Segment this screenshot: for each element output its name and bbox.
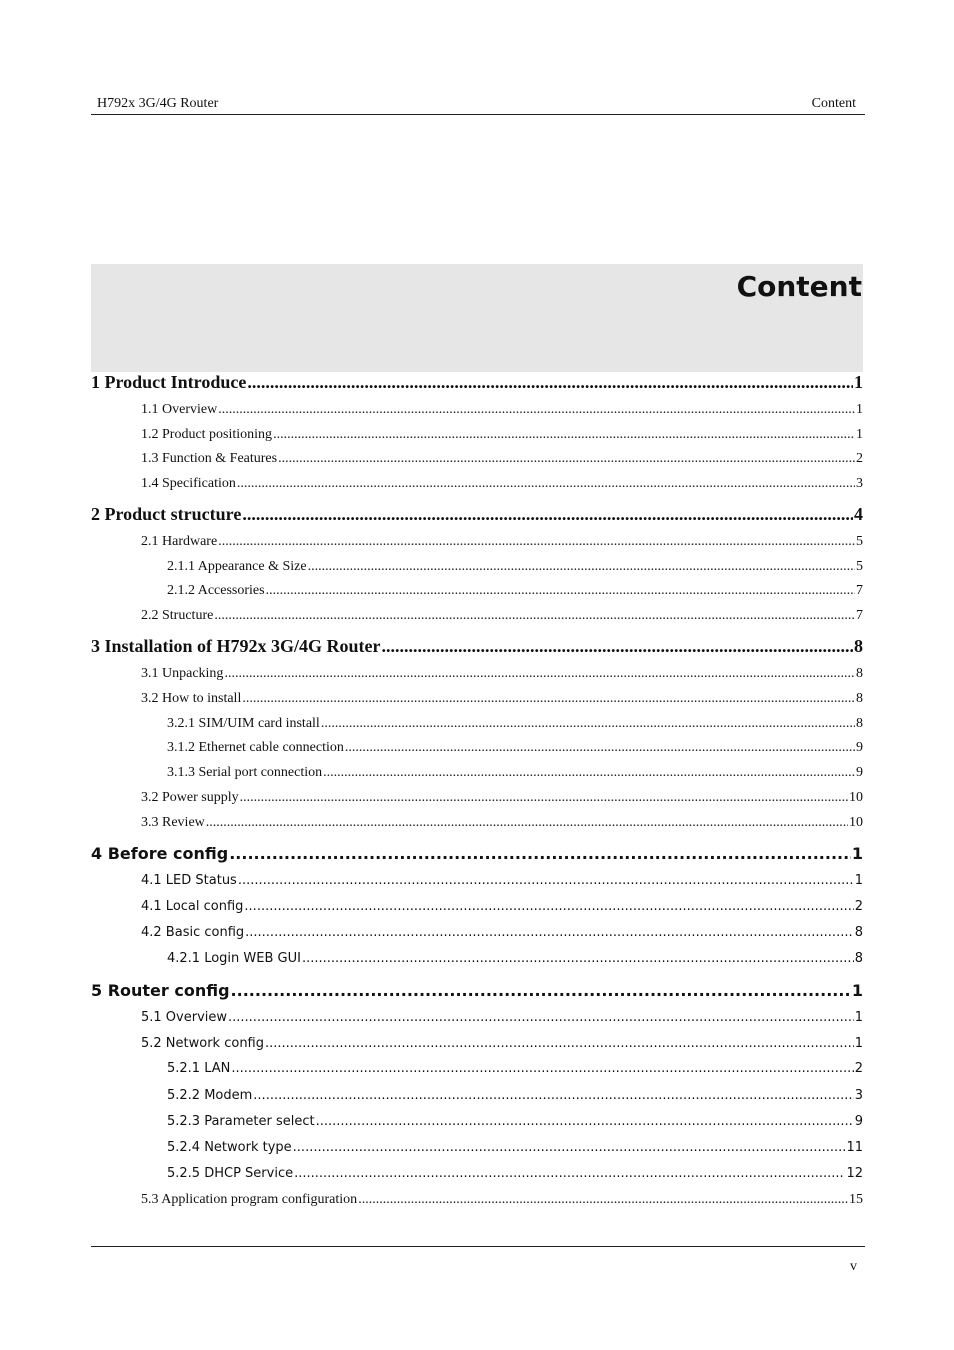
title-band bbox=[91, 264, 863, 372]
toc-leader bbox=[273, 427, 855, 443]
toc-leader bbox=[302, 951, 854, 966]
toc-entry-page: 8 bbox=[856, 691, 863, 706]
toc-entry[interactable] bbox=[141, 1010, 863, 1025]
toc-leader bbox=[245, 925, 854, 940]
toc-entry-page: 3 bbox=[854, 1088, 863, 1103]
toc-leader bbox=[224, 666, 855, 682]
toc-leader bbox=[237, 476, 855, 492]
toc-entry-page: 1 bbox=[854, 873, 863, 888]
toc-entry[interactable] bbox=[141, 427, 863, 443]
toc-leader bbox=[293, 1140, 846, 1155]
toc-entry-page: 8 bbox=[856, 716, 863, 731]
toc-leader bbox=[218, 402, 855, 418]
toc-entry[interactable] bbox=[141, 873, 863, 888]
toc-entry[interactable] bbox=[167, 559, 863, 575]
toc-entry-page: 1 bbox=[851, 844, 863, 863]
toc-entry-title: 3.2 How to install bbox=[141, 691, 242, 706]
toc-entry-title: 4.1 Local config bbox=[141, 899, 244, 914]
toc-leader bbox=[247, 372, 853, 393]
toc-leader bbox=[265, 1036, 854, 1051]
toc-entry-title: 5.2.5 DHCP Service bbox=[167, 1166, 294, 1181]
toc-leader bbox=[358, 1192, 848, 1208]
toc-leader bbox=[240, 790, 848, 806]
toc-entry[interactable] bbox=[167, 1061, 863, 1076]
toc-entry[interactable] bbox=[91, 372, 863, 393]
toc-entry-title: 2.1 Hardware bbox=[141, 534, 218, 549]
toc-entry[interactable] bbox=[141, 899, 863, 914]
toc-leader bbox=[266, 583, 855, 599]
toc-entry-title: 1.2 Product positioning bbox=[141, 427, 273, 442]
toc-entry-page: 2 bbox=[856, 451, 863, 466]
toc-entry[interactable] bbox=[167, 583, 863, 599]
toc-entry-title: 3.1.2 Ethernet cable connection bbox=[167, 740, 344, 755]
toc-entry-page: 3 bbox=[856, 476, 863, 491]
toc-entry[interactable] bbox=[141, 608, 863, 624]
toc-entry[interactable] bbox=[167, 716, 863, 732]
toc-entry-title: 4 Before config bbox=[91, 844, 229, 863]
toc-leader bbox=[214, 608, 855, 624]
toc-entry-title: 3.2.1 SIM/UIM card install bbox=[167, 716, 320, 731]
toc-leader bbox=[238, 873, 854, 888]
toc-leader bbox=[218, 534, 855, 550]
toc-entry-page: 7 bbox=[856, 583, 863, 598]
toc-entry-page: 1 bbox=[856, 402, 863, 417]
page-title: Content bbox=[736, 270, 862, 303]
toc-entry-page: 9 bbox=[856, 765, 863, 780]
toc-leader bbox=[382, 636, 853, 657]
page-number: v bbox=[850, 1259, 857, 1274]
toc-leader bbox=[229, 844, 851, 863]
toc-leader bbox=[278, 451, 855, 467]
toc-entry-title: 4.1 LED Status bbox=[141, 873, 237, 888]
toc-leader bbox=[231, 1061, 853, 1076]
toc-leader bbox=[244, 899, 853, 914]
footer-rule bbox=[91, 1246, 865, 1247]
toc-entry[interactable] bbox=[91, 504, 863, 525]
toc-entry-page: 5 bbox=[856, 534, 863, 549]
toc-entry-title: 5.1 Overview bbox=[141, 1010, 228, 1025]
toc-entry[interactable] bbox=[141, 666, 863, 682]
toc-entry-page: 7 bbox=[856, 608, 863, 623]
header-section-title: Content bbox=[811, 96, 856, 111]
toc-entry-page: 8 bbox=[856, 666, 863, 681]
toc-leader bbox=[231, 981, 851, 1000]
toc-entry-page: 10 bbox=[849, 790, 863, 805]
toc-entry[interactable] bbox=[167, 1114, 863, 1129]
toc-entry-page: 2 bbox=[854, 1061, 863, 1076]
toc-entry-page: 5 bbox=[856, 559, 863, 574]
toc-entry[interactable] bbox=[141, 402, 863, 418]
toc-entry-title: 5.2.3 Parameter select bbox=[167, 1114, 315, 1129]
toc-entry-title: 3.1.3 Serial port connection bbox=[167, 765, 323, 780]
toc-entry-title: 3.1 Unpacking bbox=[141, 666, 224, 681]
toc-leader bbox=[321, 716, 855, 732]
toc-entry-title: 4.2.1 Login WEB GUI bbox=[167, 951, 301, 966]
toc-entry-title: 3.3 Review bbox=[141, 815, 205, 830]
toc-leader bbox=[323, 765, 855, 781]
toc-leader bbox=[228, 1010, 854, 1025]
toc-entry-page: 15 bbox=[849, 1192, 863, 1207]
toc-leader bbox=[294, 1166, 845, 1181]
toc-entry[interactable] bbox=[141, 815, 863, 831]
toc-entry-title: 2 Product structure bbox=[91, 504, 242, 524]
toc-entry[interactable] bbox=[167, 1140, 863, 1155]
toc-entry-title: 1.4 Specification bbox=[141, 476, 236, 491]
toc-entry[interactable] bbox=[141, 476, 863, 492]
toc-entry-title: 1.1 Overview bbox=[141, 402, 218, 417]
toc-entry[interactable] bbox=[141, 451, 863, 467]
toc-leader bbox=[206, 815, 848, 831]
toc-entry[interactable] bbox=[167, 765, 863, 781]
toc-entry-title: 5 Router config bbox=[91, 981, 230, 1000]
toc-entry-page: 1 bbox=[854, 1036, 863, 1051]
toc-entry[interactable] bbox=[141, 1192, 863, 1208]
toc-entry[interactable] bbox=[167, 951, 863, 966]
toc-entry-page: 10 bbox=[849, 815, 863, 830]
toc-entry-title: 5.2 Network config bbox=[141, 1036, 264, 1051]
toc-entry-page: 2 bbox=[854, 899, 863, 914]
toc-entry-page: 1 bbox=[856, 427, 863, 442]
toc-entry[interactable] bbox=[91, 636, 863, 657]
toc-leader bbox=[242, 691, 855, 707]
toc-entry-page: 1 bbox=[854, 372, 863, 392]
toc-leader bbox=[316, 1114, 854, 1129]
toc-entry-title: 3 Installation of H792x 3G/4G Router bbox=[91, 636, 381, 656]
toc-entry-title: 5.3 Application program configuration bbox=[141, 1192, 358, 1207]
toc-entry[interactable] bbox=[141, 790, 863, 806]
toc-entry-title: 2.1.2 Accessories bbox=[167, 583, 265, 598]
toc-entry-title: 2.1.1 Appearance & Size bbox=[167, 559, 307, 574]
toc-entry-page: 8 bbox=[854, 951, 863, 966]
toc-entry-page: 4 bbox=[854, 504, 863, 524]
header-document-title: H792x 3G/4G Router bbox=[97, 96, 219, 111]
toc-entry-title: 5.2.4 Network type bbox=[167, 1140, 292, 1155]
toc-leader bbox=[308, 559, 855, 575]
toc-entry-page: 9 bbox=[856, 740, 863, 755]
page-header bbox=[91, 95, 865, 115]
toc-entry[interactable] bbox=[91, 981, 863, 1000]
toc-entry-page: 1 bbox=[854, 1010, 863, 1025]
toc-entry[interactable] bbox=[91, 844, 863, 863]
toc-entry-title: 1.3 Function & Features bbox=[141, 451, 278, 466]
toc-entry-page: 8 bbox=[854, 925, 863, 940]
toc-leader bbox=[242, 504, 853, 525]
toc-entry-title: 4.2 Basic config bbox=[141, 925, 245, 940]
toc-entry-title: 1 Product Introduce bbox=[91, 372, 247, 392]
toc-leader bbox=[253, 1088, 853, 1103]
toc-entry-page: 11 bbox=[846, 1140, 863, 1155]
toc-entry-title: 2.2 Structure bbox=[141, 608, 214, 623]
toc-entry[interactable] bbox=[141, 1036, 863, 1051]
toc-entry-title: 5.2.1 LAN bbox=[167, 1061, 231, 1076]
toc-entry[interactable] bbox=[141, 534, 863, 550]
toc-entry[interactable] bbox=[167, 740, 863, 756]
toc-entry-page: 9 bbox=[854, 1114, 863, 1129]
toc-entry[interactable] bbox=[141, 691, 863, 707]
toc-entry[interactable] bbox=[167, 1088, 863, 1103]
toc-entry-title: 3.2 Power supply bbox=[141, 790, 239, 805]
toc-entry-page: 8 bbox=[854, 636, 863, 656]
toc-entry[interactable] bbox=[141, 925, 863, 940]
toc-entry-page: 1 bbox=[851, 981, 863, 1000]
toc-leader bbox=[345, 740, 855, 756]
toc-entry-page: 12 bbox=[846, 1166, 863, 1181]
toc-entry[interactable] bbox=[167, 1166, 863, 1181]
toc-entry-title: 5.2.2 Modem bbox=[167, 1088, 253, 1103]
